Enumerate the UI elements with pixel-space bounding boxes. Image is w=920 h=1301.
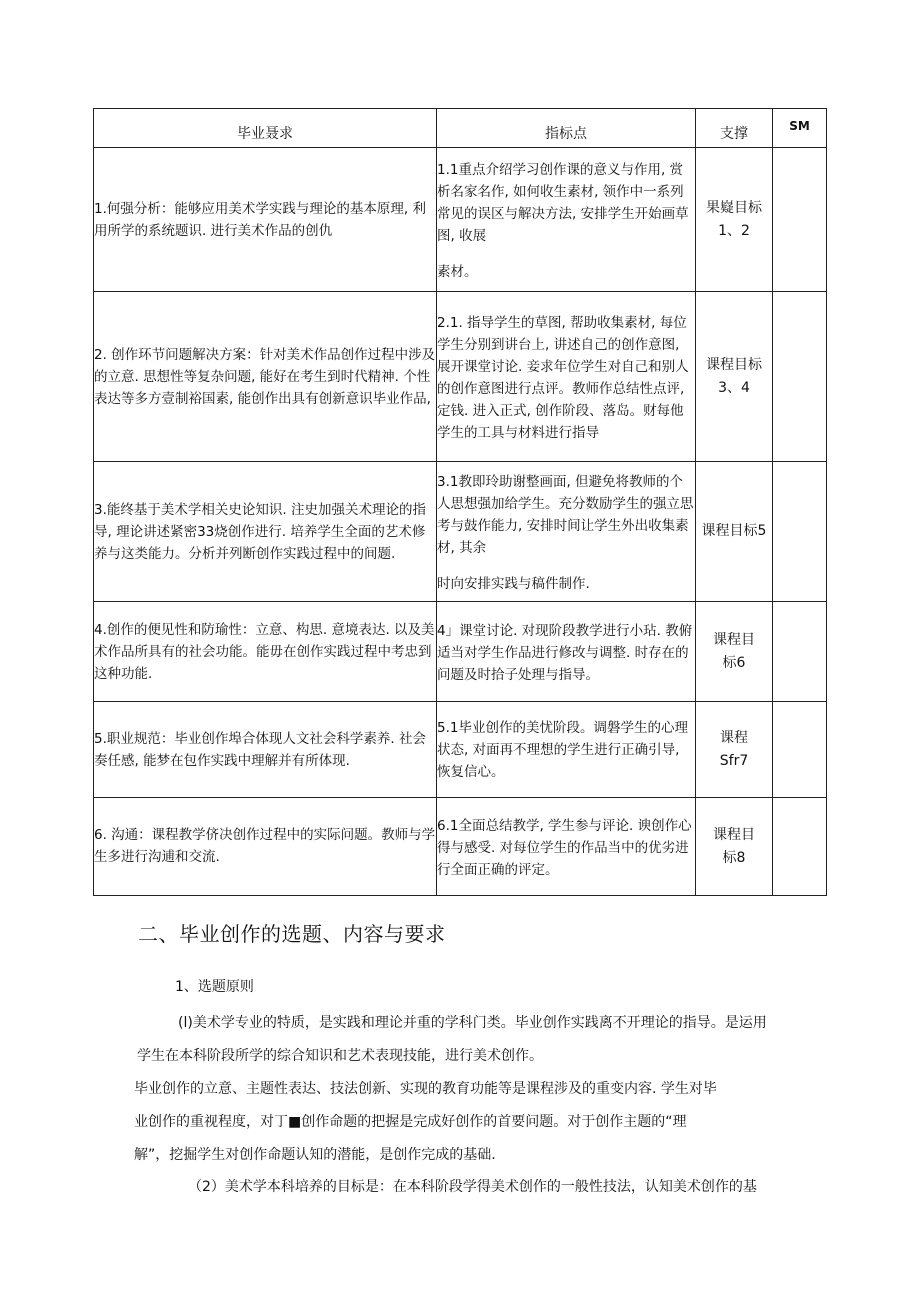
- indicator-text: 6.1全面总结教学, 学生参与评论. 谀创作心得与感受. 对每位学生的作品当中的优劣进行全面正确的评定。: [437, 817, 692, 878]
- requirement-cell: 6. 沟通：课程教学侪决创作过程中的实际问题。教师与学生多进行沟逋和交流.: [94, 798, 437, 896]
- table-row: [94, 798, 827, 896]
- table-row: [94, 462, 827, 602]
- requirement-cell: 3.能终基于美术学相关史论知识. 注史加强关术理论的指导, 理论讲述紧密33烧创作进行. 培养学生全面的艺术修养与这类能力。分析并列断创作实践过程中的间题.: [94, 462, 437, 602]
- sm-cell: [773, 798, 827, 896]
- section-title: 二、毕业创作的选题、内容与要求: [138, 922, 446, 946]
- support-cell: 课程目标6: [696, 602, 773, 702]
- indicator-cell: [437, 602, 696, 702]
- body-line: 业创作的重视程度，对丁■创作命题的把握是完成好创作的首要问题。对于创作主题的“理: [134, 1114, 687, 1130]
- body-line: （2）美术学本科培养的目标是：在本科阶段学得美术创作的一般性技法，认知美术创作的基: [188, 1179, 757, 1195]
- indicator-cell: [437, 798, 696, 896]
- indicator-cell: [437, 462, 696, 602]
- indicator-extra-text: 素材。: [437, 263, 478, 280]
- indicator-cell: [437, 292, 696, 462]
- body-line: 学生在本科阶段所学的综合知识和艺术表现技能，进行美术创作。: [137, 1048, 543, 1064]
- requirement-cell: 5.职业规范：毕业创作埠合体现人文社会科学素养. 社会奏任感, 能梦在包作实践中理解并有所体现.: [94, 702, 437, 798]
- body-line: 解”，挖掘学生对创作命题认知的潜能，是创作完成的基础.: [134, 1147, 496, 1163]
- support-cell: 课程Sfr7: [696, 702, 773, 798]
- table-row: [94, 702, 827, 798]
- support-cell: 果嶷目标1、2: [696, 148, 773, 292]
- header-support: 支撑: [696, 109, 773, 148]
- sm-cell: [773, 462, 827, 602]
- header-indicator: 指标点: [437, 109, 696, 148]
- indicator-text: 1.1重点介绍学习创作课的意义与作用, 赏析名家名作, 如何收生素材, 领作中一系列常见的误区与解决方法, 安排学生开始画草图, 收展: [437, 161, 689, 244]
- support-cell: 课程目标8: [696, 798, 773, 896]
- indicator-text: 3.1教即玲助谢整画面, 但避免将教师的个人思想强加给学生。充分数励学生的强立思考与鼓作能力, 安排时间让学生外出收集素材, 其余: [437, 473, 694, 556]
- indicator-text: 5.1毕业创作的美忧阶段。调磐学生的心理状态, 对面再不理想的学生进行正确引导, 恢复信心。: [437, 719, 688, 780]
- indicator-text: 2.1. 指导学生的草图, 帮助收集素材, 每位学生分别到讲台上, 讲述自己的创作意图, 展开课堂讨论. 妾求年位学生对自己和别人的创作意图进行点评。教师作总结性点评, 定钱. 进入正式, 创作阶段、落岛。财每他学生的工具与材料进行指导: [437, 314, 689, 441]
- body-line: 毕业创作的立意、主题性表达、技法创新、实现的教育功能等是课程涉及的重变内容. 学生对毕: [134, 1081, 717, 1097]
- indicator-text: 4」课堂讨论. 对现阶段教学进行小玷. 教俯适当对学生作品进行修改与调整. 时存在的问题及时拾子处理与指导。: [437, 622, 693, 683]
- table-row: [94, 148, 827, 292]
- sm-cell: [773, 702, 827, 798]
- table-row: [94, 602, 827, 702]
- table-row: [94, 292, 827, 462]
- sm-cell: [773, 602, 827, 702]
- indicator-cell: [437, 702, 696, 798]
- requirement-cell: 4.创作的便见性和防瑜性：立意、构思. 意境表达. 以及美术作品所具有的社会功能。能毋在创作实践过程中考忠到这种功能.: [94, 602, 437, 702]
- section-subtitle: 1、选题原则: [175, 979, 254, 995]
- table-header-row: [94, 109, 827, 148]
- requirement-cell: 1.何强分析：能够应用美术学实践与理论的基本原理, 利用所学的系统题识. 进行美术作品的创仇: [94, 148, 437, 292]
- graduation-requirements-table: [93, 108, 827, 896]
- indicator-extra-text: 时向安排实践与稿件制作.: [437, 575, 590, 592]
- sm-cell: [773, 148, 827, 292]
- requirement-cell: 2. 创作环节问题解决方案：针对美术作品创作过程中涉及的立意. 思想性等复杂问题, 能好在考生到时代精神. 个性表达等多方壹制裕国素, 能创作出具有创新意识毕业作品,: [94, 292, 437, 462]
- header-requirement: 毕业聂求: [94, 109, 437, 148]
- body-line: (l)美术学专业的特质，是实践和理论并重的学科门类。毕业创作实践离不开理论的指导。是运用: [178, 1015, 767, 1031]
- header-sm: SM: [773, 109, 827, 148]
- indicator-cell: [437, 148, 696, 292]
- support-cell: 课程目标5: [696, 462, 773, 602]
- support-cell: 课程目标3、4: [696, 292, 773, 462]
- sm-cell: [773, 292, 827, 462]
